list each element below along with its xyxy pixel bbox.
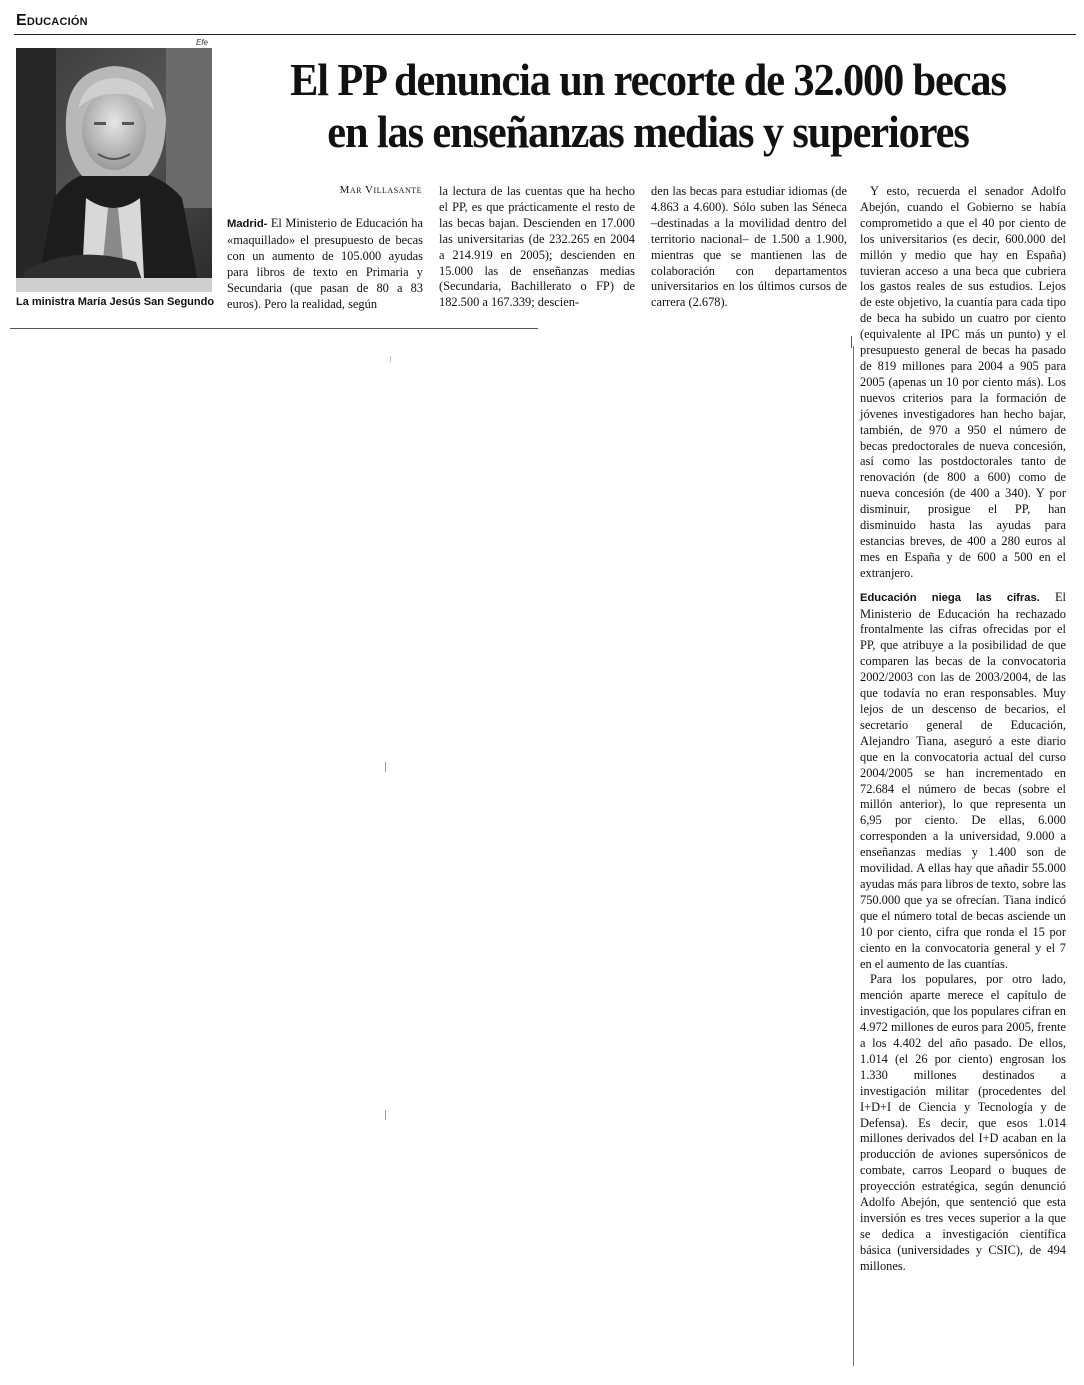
scan-mark [385, 762, 386, 772]
paragraph-text: la lectura de las cuentas que ha hecho el PP, es que prácticamente el resto de las becas bajan. Descienden en 17.000 las universitarias (de 232.265 en 2004 a 214.919 en 2005); descienden en 15.000 las de enseñanzas medias (Secundaria, Bachillerato o FP) de 182.500 a 167.339; descien- [439, 184, 635, 310]
paragraph-text: El Ministerio de Educación ha rechazado frontalmente las cifras ofrecidas por el PP, que atribuye a la posibilidad de que comparen las becas de la convocatoria 2002/2003 con las de 2003/2004, de las que todavía no eran responsables. Muy lejos de un descenso de becarios, el secretario general de Educación, Alejandro Tiana, aseguró a este diario que en la convocatoria actual del curso 2004/2005 se han incrementado en 72.684 el número de becas (sobre el millón anterior), lo que representa un 6,95 por ciento. De ellas, 6.000 corresponden a la universidad, 9.000 a enseñanzas medias y 1.400 son de movilidad. A ellas hay que añadir 55.000 ayudas más para libros de texto, sobre las 750.000 que ya se ofrecían. Tiana indicó que el número total de becas asciende un 10 por ciento, cifra que ronda el 15 por ciento en la convocatoria general y el 7 en el aumento de las cuantías. [860, 589, 1066, 971]
column-divider [853, 346, 854, 1366]
article-photo [16, 48, 212, 292]
subheading: Educación niega las cifras. [860, 591, 1040, 604]
column-2 [439, 184, 635, 311]
dateline: Madrid- [227, 218, 268, 230]
paragraph-text: El Ministerio de Educación ha «maquillado» el presupuesto de becas con un aumento de 105.000 ayudas para libros de texto en Primaria y Secundaria (que pasan de 80 a 83 euros). Pero la realidad, según [227, 216, 423, 311]
headline [254, 54, 1042, 158]
paragraph-text: Y esto, recuerda el senador Adolfo Abejón, cuando el Gobierno se había comprometido a que el 40 por ciento de los universitarios (es decir, 600.000 del millón y medio que hay en España) tuvieran acceso a una beca que cubriera los gastos reales de sus estudios. Lejos de este objetivo, la cuantía para cada tipo de beca ha subido un cuatro por ciento (equivalente al IPC más un punto) y el presupuesto general de becas ha pasado de 819 millones para 2004 a 905 para 2005 (apenas un 10 por ciento más). Los nuevos criterios para la formación de jóvenes investigadores han hecho bajar, también, de 970 a 950 el número de becas predoctorales de nueva concesión, así como las postdoctorales tanto de renovación (de 800 a 600) como de nueva concesión (de 400 a 340). Y por disminuir, prosigue el PP, han disminuido hasta las ayudas para estancias breves, de 400 a 280 euros al mes en España y de 600 a 500 en el extranjero. [860, 184, 1066, 580]
scan-mark [390, 356, 391, 362]
paragraph-text: Para los populares, por otro lado, mención aparte merece el capítulo de investigación, que los populares cifran en 4.972 millones de euros para 2005, frente a los 4.402 del año pasado. De ellos, 1.014 (el 26 por ciento) engrosan los 1.330 millones destinados a investigación militar (procedentes del I+D+I de Ciencia y Tecnología y de Defensa). Es decir, que esos 1.014 millones derivados del I+D acaban en la producción de aviones supersónicos de combate, carros Leopard o buques de proyección estratégica, según denunció Adolfo Abejón, que sentenció que esta inversión es tres veces superior a la que se dedica a investigación científica básica (universidades y CSIC), de 494 millones. [860, 972, 1066, 1273]
photo-credit: Efe [196, 38, 209, 47]
paragraph [860, 590, 1066, 973]
column-4 [860, 184, 1066, 1275]
section-label: Educación [16, 12, 88, 29]
paragraph [227, 216, 423, 312]
scan-mark [385, 1110, 386, 1120]
column-mark [851, 336, 852, 348]
column-3 [651, 184, 847, 311]
column-1 [227, 216, 423, 312]
headline-line-1: El PP denuncia un recorte de 32.000 becas [290, 54, 1006, 105]
headline-line-2: en las enseñanzas medias y superiores [327, 106, 969, 157]
bottom-divider [10, 328, 538, 329]
paragraph-text: den las becas para estudiar idiomas (de 4.863 a 4.600). Sólo suben las Séneca –destinadas a la movilidad dentro del territorio nacional– de 1.500 a 1.900, mientras que se mantienen las de colaboración con departamentos universitarios en los últimos cursos de carrera (2.678). [651, 184, 847, 310]
section-divider [14, 34, 1076, 35]
photo-caption: La ministra María Jesús San Segundo [16, 296, 215, 308]
byline: Mar Villasante [339, 184, 422, 196]
